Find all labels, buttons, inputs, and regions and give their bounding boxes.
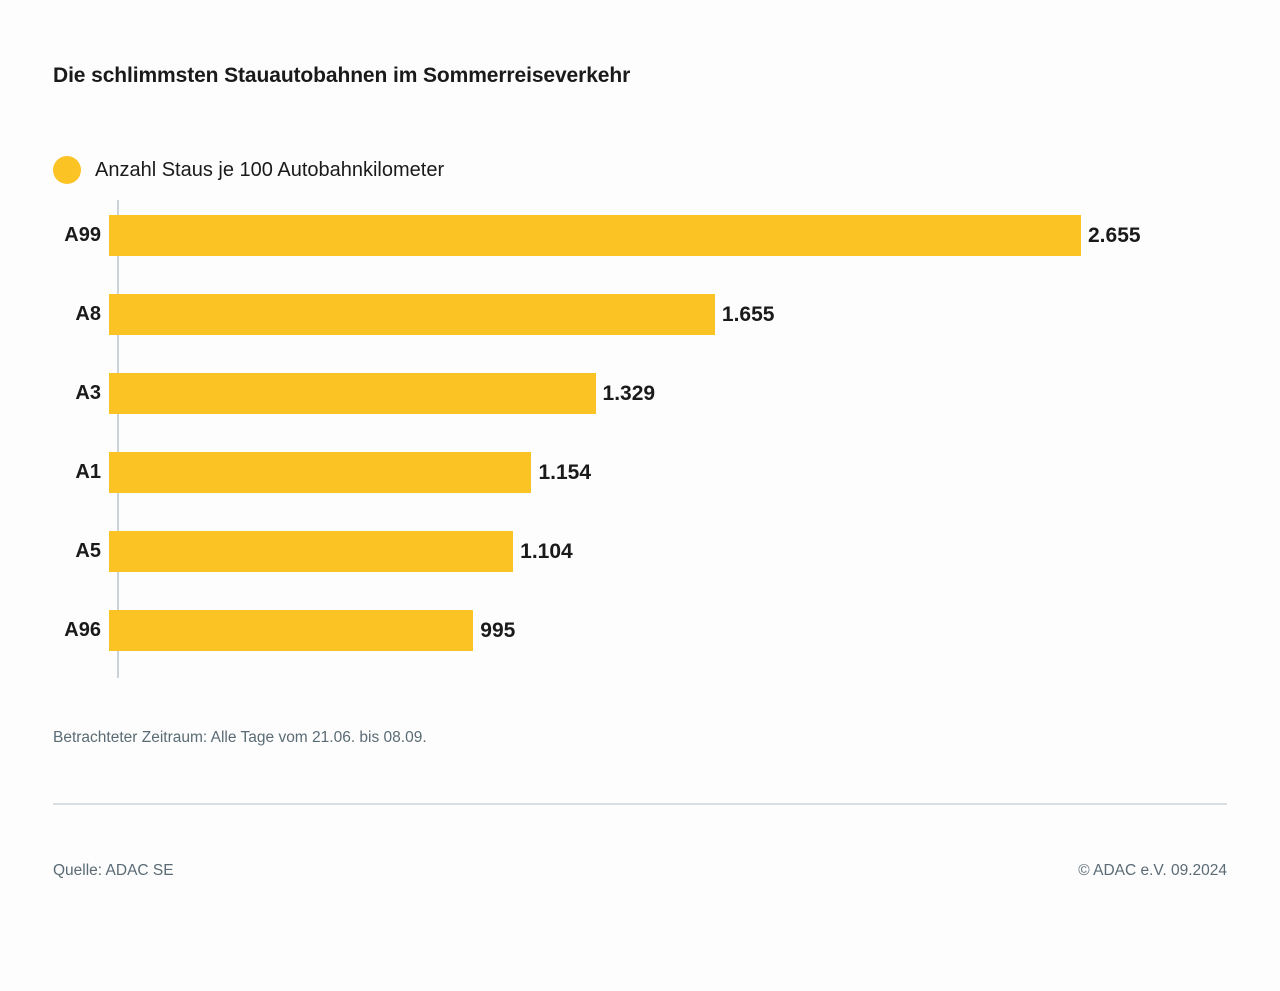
bar-container (109, 433, 1233, 512)
category-label: A96 (64, 619, 101, 641)
bar-row (53, 433, 1233, 512)
page-title: Die schlimmsten Stauautobahnen im Sommerreiseverkehr (53, 64, 631, 87)
bar-container (109, 275, 1233, 354)
bar-container (109, 512, 1233, 591)
timeframe-note: Betrachteter Zeitraum: Alle Tage vom 21.06. bis 08.09. (53, 729, 427, 746)
bar (109, 610, 473, 651)
bar-chart (53, 196, 1233, 678)
legend-item-label: Anzahl Staus je 100 Autobahnkilometer (95, 158, 445, 181)
category-label: A99 (64, 224, 101, 246)
bar (109, 373, 596, 414)
bar-value-label: 2.655 (1088, 223, 1141, 247)
bar-row (53, 354, 1233, 433)
bar-value-label: 995 (480, 618, 516, 642)
bar-container (109, 196, 1233, 275)
category-label: A1 (75, 461, 101, 483)
bar-row (53, 591, 1233, 670)
category-label: A3 (75, 382, 101, 404)
circle-marker-icon (53, 156, 81, 184)
bar-row (53, 196, 1233, 275)
chart-legend (53, 156, 444, 184)
bar (109, 452, 531, 493)
category-label: A8 (75, 303, 101, 325)
footer-divider (53, 803, 1227, 805)
bar (109, 531, 513, 572)
bar-container (109, 591, 1233, 670)
bar (109, 294, 715, 335)
copyright-label: © ADAC e.V. 09.2024 (1078, 862, 1227, 879)
bar-value-label: 1.329 (602, 381, 656, 405)
bar-rows (53, 196, 1233, 678)
bar-value-label: 1.104 (520, 539, 573, 563)
source-label: Quelle: ADAC SE (53, 862, 174, 879)
bar-value-label: 1.154 (538, 460, 592, 484)
bar-row (53, 275, 1233, 354)
category-label: A5 (75, 540, 101, 562)
bar-container (109, 354, 1233, 433)
bar (109, 215, 1081, 256)
bar-value-label: 1.655 (721, 302, 775, 326)
bar-row (53, 512, 1233, 591)
